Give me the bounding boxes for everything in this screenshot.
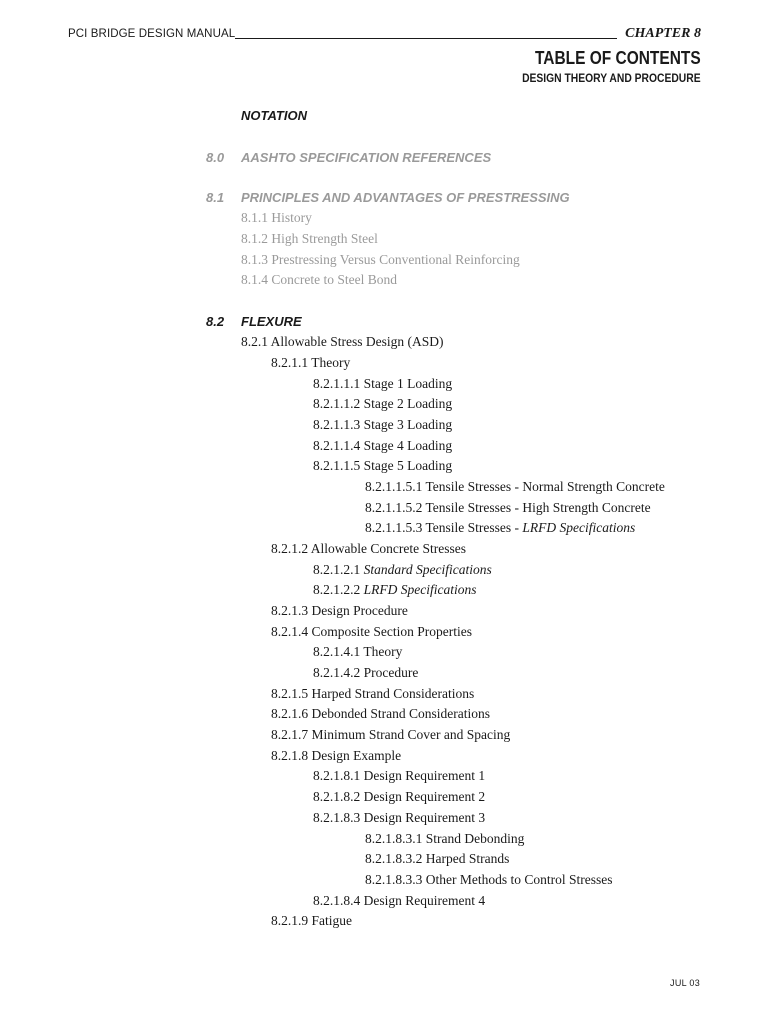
entry-label-italic: LRFD Specifications (363, 582, 477, 597)
manual-title: PCI BRIDGE DESIGN MANUAL (68, 28, 236, 40)
toc-entry-8-2-1-2[interactable]: 8.2.1.2 Allowable Concrete Stresses (271, 541, 466, 556)
entry-label: 8.2.1.1.5.3 Tensile Stresses - (365, 520, 523, 535)
section-number: 8.0 (206, 150, 225, 165)
toc-entry-8-2-1-3[interactable]: 8.2.1.3 Design Procedure (271, 603, 408, 618)
toc-entry-8-2-1-4-1[interactable]: 8.2.1.4.1 Theory (313, 644, 403, 659)
entry-label-italic: Standard Specifications (363, 562, 492, 577)
toc-notation-title: NOTATION (241, 108, 307, 123)
toc-entry-8-2-1-8-3-3[interactable]: 8.2.1.8.3.3 Other Methods to Control Stresses (365, 872, 613, 887)
toc-section-8-1[interactable] (206, 190, 570, 205)
toc-entry-8-2-1-7[interactable]: 8.2.1.7 Minimum Strand Cover and Spacing (271, 727, 511, 742)
page-title: TABLE OF CONTENTS (535, 48, 701, 68)
entry-number: 8.2.1.2.2 (313, 582, 364, 597)
toc-entry-8-2-1-1-4[interactable]: 8.2.1.1.4 Stage 4 Loading (313, 438, 453, 453)
section-number: 8.2 (206, 314, 225, 329)
toc-entry-8-2-1-6[interactable]: 8.2.1.6 Debonded Strand Considerations (271, 706, 490, 721)
toc-entry-8-2-1-1-5-2[interactable]: 8.2.1.1.5.2 Tensile Stresses - High Strength Concrete (365, 500, 651, 515)
toc-entry-8-2-1-1-1[interactable]: 8.2.1.1.1 Stage 1 Loading (313, 376, 453, 391)
toc-entry-8-2-1-2-2[interactable] (313, 582, 476, 598)
toc-section-8-0[interactable] (206, 150, 492, 165)
toc-entry-8-1-1[interactable]: 8.1.1 History (241, 210, 312, 225)
toc-entry-8-2-1-1-2[interactable]: 8.2.1.1.2 Stage 2 Loading (313, 396, 453, 411)
toc-entry-8-2-1-8-1[interactable]: 8.2.1.8.1 Design Requirement 1 (313, 768, 486, 783)
toc-entry-8-2-1-1-5-1[interactable]: 8.2.1.1.5.1 Tensile Stresses - Normal Strength Concrete (365, 479, 665, 494)
toc-entry-8-2-1-2-1[interactable] (313, 562, 492, 578)
section-title: PRINCIPLES AND ADVANTAGES OF PRESTRESSING (241, 190, 570, 205)
toc-entry-8-2-1-8-3-2[interactable]: 8.2.1.8.3.2 Harped Strands (365, 851, 510, 866)
toc-entry-8-2-1-1-5-3[interactable] (365, 520, 635, 536)
page-subtitle: DESIGN THEORY AND PROCEDURE (522, 71, 701, 85)
toc-entry-8-2-1-1-3[interactable]: 8.2.1.1.3 Stage 3 Loading (313, 417, 453, 432)
toc-entry-8-2-1-1-5[interactable]: 8.2.1.1.5 Stage 5 Loading (313, 458, 453, 473)
toc-entry-8-2-1[interactable]: 8.2.1 Allowable Stress Design (ASD) (241, 334, 444, 349)
toc-entry-8-1-2[interactable]: 8.1.2 High Strength Steel (241, 231, 378, 246)
toc-notation[interactable] (241, 108, 307, 123)
toc-entry-8-2-1-8-3[interactable]: 8.2.1.8.3 Design Requirement 3 (313, 810, 486, 825)
toc-entry-8-1-3[interactable]: 8.1.3 Prestressing Versus Conventional Reinforcing (241, 252, 520, 267)
toc-section-8-2[interactable] (206, 314, 302, 329)
section-title: AASHTO SPECIFICATION REFERENCES (241, 150, 492, 165)
toc-entry-8-1-4[interactable]: 8.1.4 Concrete to Steel Bond (241, 272, 397, 287)
footer-date: JUL 03 (670, 978, 700, 988)
chapter-label: CHAPTER 8 (625, 26, 701, 41)
toc-entry-8-2-1-8-3-1[interactable]: 8.2.1.8.3.1 Strand Debonding (365, 831, 525, 846)
toc-entry-8-2-1-9[interactable]: 8.2.1.9 Fatigue (271, 913, 352, 928)
toc-entry-8-2-1-4-2[interactable]: 8.2.1.4.2 Procedure (313, 665, 419, 680)
entry-number: 8.2.1.2.1 (313, 562, 364, 577)
entry-label-italic: LRFD Specifications (522, 520, 636, 535)
toc-entry-8-2-1-1[interactable]: 8.2.1.1 Theory (271, 355, 351, 370)
section-number: 8.1 (206, 190, 225, 205)
section-title: FLEXURE (241, 314, 302, 329)
toc-entry-8-2-1-5[interactable]: 8.2.1.5 Harped Strand Considerations (271, 686, 475, 701)
toc-entry-8-2-1-8-4[interactable]: 8.2.1.8.4 Design Requirement 4 (313, 893, 486, 908)
toc-entry-8-2-1-8-2[interactable]: 8.2.1.8.2 Design Requirement 2 (313, 789, 486, 804)
toc-entry-8-2-1-8[interactable]: 8.2.1.8 Design Example (271, 748, 402, 763)
toc-entry-8-2-1-4[interactable]: 8.2.1.4 Composite Section Properties (271, 624, 472, 639)
